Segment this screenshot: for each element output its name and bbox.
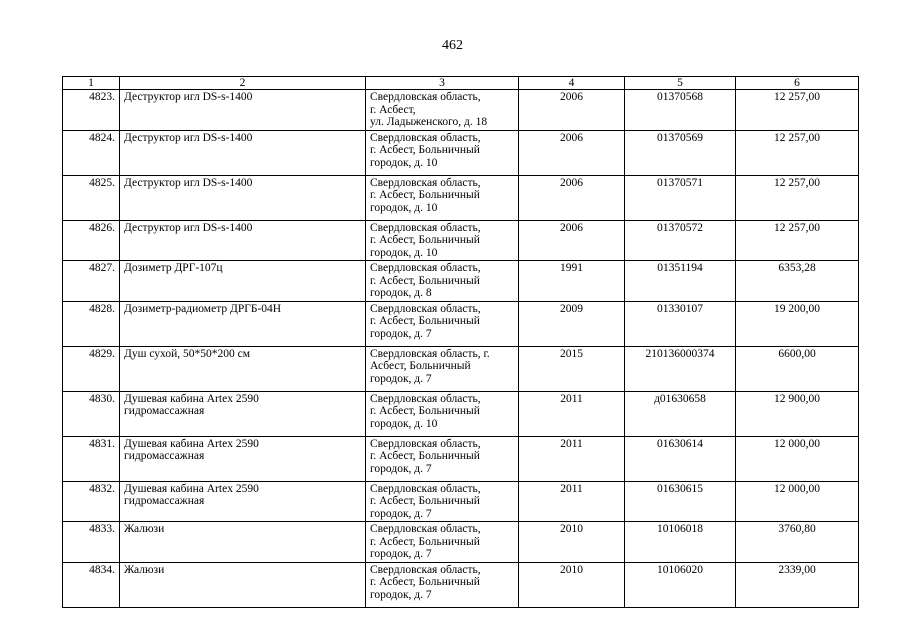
item-name-cell: Деструктор игл DS-s-1400 — [120, 130, 366, 175]
table-row — [63, 261, 859, 302]
year-cell: 2006 — [519, 175, 625, 220]
table-row — [63, 220, 859, 261]
item-name-cell — [120, 436, 366, 481]
inventory-number-cell: 01370568 — [625, 90, 736, 131]
inventory-number-cell: д01630658 — [625, 391, 736, 436]
cost-cell: 3760,80 — [736, 522, 859, 563]
inventory-number-cell: 01330107 — [625, 301, 736, 346]
address-cell-line: г. Асбест, Больничный — [370, 576, 480, 588]
column-header: 6 — [736, 77, 859, 90]
address-cell-line: Свердловская область, — [370, 392, 481, 405]
inventory-number-cell: 01370569 — [625, 130, 736, 175]
table-row — [63, 175, 859, 220]
row-number-cell: 4834. — [63, 562, 120, 607]
address-cell-line: Свердловская область, — [370, 302, 481, 315]
item-name-cell — [120, 391, 366, 436]
row-number-cell: 4830. — [63, 391, 120, 436]
cost-cell: 12 257,00 — [736, 90, 859, 131]
address-cell — [366, 346, 519, 391]
inventory-table — [62, 76, 859, 608]
address-cell-line: Свердловская область, — [370, 221, 481, 234]
table-body — [63, 90, 859, 608]
address-cell-line: городок, д. 7 — [370, 548, 432, 560]
year-cell: 2006 — [519, 90, 625, 131]
address-cell-line: г. Асбест, Больничный — [370, 144, 480, 156]
cost-cell: 12 257,00 — [736, 130, 859, 175]
address-cell-line: городок, д. 10 — [370, 417, 438, 430]
row-number-cell: 4832. — [63, 481, 120, 522]
row-number-cell: 4824. — [63, 130, 120, 175]
inventory-number-cell: 01370571 — [625, 175, 736, 220]
column-header: 4 — [519, 77, 625, 90]
item-name-cell: Деструктор игл DS-s-1400 — [120, 90, 366, 131]
address-cell-line: Свердловская область, — [370, 131, 481, 144]
inventory-number-cell: 01370572 — [625, 220, 736, 261]
year-cell: 2011 — [519, 391, 625, 436]
address-cell — [366, 261, 519, 302]
address-cell — [366, 522, 519, 563]
address-cell-line: городок, д. 7 — [370, 507, 432, 520]
address-cell-line: ул. Ладыженского, д. 18 — [370, 116, 488, 128]
row-number-cell: 4823. — [63, 90, 120, 131]
table-row — [63, 301, 859, 346]
address-cell — [366, 90, 519, 131]
table-row — [63, 391, 859, 436]
inventory-number-cell: 01351194 — [625, 261, 736, 302]
table-row — [63, 522, 859, 563]
item-name-cell: Жалюзи — [120, 562, 366, 607]
year-cell: 2010 — [519, 522, 625, 563]
item-name-cell-line: гидромассажная — [124, 405, 205, 417]
address-cell-line: Свердловская область, — [370, 437, 481, 450]
address-cell-line: г. Асбест, Больничный — [370, 535, 480, 548]
row-number-cell: 4828. — [63, 301, 120, 346]
address-cell-line: Свердловская область, — [370, 563, 481, 576]
address-cell — [366, 301, 519, 346]
item-name-cell-line: Душевая кабина Artex 2590 — [124, 482, 259, 495]
table-row — [63, 436, 859, 481]
column-header: 5 — [625, 77, 736, 90]
address-cell-line: Асбест, Больничный — [370, 360, 471, 372]
address-cell-line: г. Асбест, Больничный — [370, 405, 480, 417]
table-row — [63, 130, 859, 175]
address-cell-line: Свердловская область, — [370, 482, 481, 495]
address-cell-line: Свердловская область, — [370, 91, 481, 103]
address-cell-line: Свердловская область, г. — [370, 347, 490, 360]
address-cell-line: городок, д. 10 — [370, 156, 438, 169]
cost-cell: 12 900,00 — [736, 391, 859, 436]
table-row — [63, 346, 859, 391]
address-cell-line: Свердловская область, — [370, 262, 481, 274]
address-cell-line: г. Асбест, Больничный — [370, 274, 480, 287]
item-name-cell: Жалюзи — [120, 522, 366, 563]
address-cell-line: г. Асбест, Больничный — [370, 450, 480, 462]
row-number-cell: 4825. — [63, 175, 120, 220]
year-cell: 2011 — [519, 436, 625, 481]
address-cell — [366, 130, 519, 175]
address-cell-line: г. Асбест, Больничный — [370, 189, 480, 201]
address-cell-line: г. Асбест, Больничный — [370, 315, 480, 327]
address-cell-line: городок, д. 7 — [370, 327, 432, 340]
address-cell-line: городок, д. 7 — [370, 462, 432, 475]
inventory-number-cell: 10106018 — [625, 522, 736, 563]
item-name-cell: Дозиметр ДРГ-107ц — [120, 261, 366, 302]
address-cell — [366, 481, 519, 522]
address-cell-line: г. Асбест, Больничный — [370, 234, 480, 246]
year-cell: 2006 — [519, 130, 625, 175]
row-number-cell: 4829. — [63, 346, 120, 391]
column-header: 2 — [120, 77, 366, 90]
year-cell: 2006 — [519, 220, 625, 261]
year-cell: 2015 — [519, 346, 625, 391]
address-cell-line: г. Асбест, Больничный — [370, 495, 480, 507]
address-cell-line: Свердловская область, — [370, 176, 481, 189]
cost-cell: 12 257,00 — [736, 220, 859, 261]
column-number-row — [63, 77, 859, 90]
item-name-cell: Дозиметр-радиометр ДРГБ-04Н — [120, 301, 366, 346]
row-number-cell: 4831. — [63, 436, 120, 481]
item-name-cell-line: Душевая кабина Artex 2590 — [124, 392, 259, 405]
cost-cell: 12 000,00 — [736, 481, 859, 522]
address-cell — [366, 175, 519, 220]
inventory-number-cell: 10106020 — [625, 562, 736, 607]
year-cell: 2009 — [519, 301, 625, 346]
item-name-cell-line: гидромассажная — [124, 450, 205, 462]
address-cell — [366, 436, 519, 481]
cost-cell: 12 257,00 — [736, 175, 859, 220]
item-name-cell: Душ сухой, 50*50*200 см — [120, 346, 366, 391]
address-cell-line: г. Асбест, — [370, 103, 416, 116]
address-cell — [366, 220, 519, 261]
item-name-cell — [120, 481, 366, 522]
column-header: 1 — [63, 77, 120, 90]
address-cell-line: городок, д. 10 — [370, 201, 438, 214]
cost-cell: 6353,28 — [736, 261, 859, 302]
address-cell-line: Свердловская область, — [370, 523, 481, 535]
table-row — [63, 90, 859, 131]
row-number-cell: 4826. — [63, 220, 120, 261]
table-row — [63, 481, 859, 522]
table-row — [63, 562, 859, 607]
year-cell: 1991 — [519, 261, 625, 302]
address-cell-line: городок, д. 8 — [370, 287, 432, 299]
address-cell-line: городок, д. 7 — [370, 588, 432, 601]
address-cell — [366, 391, 519, 436]
page-number: 462 — [442, 38, 463, 53]
item-name-cell: Деструктор игл DS-s-1400 — [120, 220, 366, 261]
row-number-cell: 4827. — [63, 261, 120, 302]
address-cell-line: городок, д. 10 — [370, 246, 438, 259]
cost-cell: 2339,00 — [736, 562, 859, 607]
address-cell — [366, 562, 519, 607]
item-name-cell: Деструктор игл DS-s-1400 — [120, 175, 366, 220]
row-number-cell: 4833. — [63, 522, 120, 563]
inventory-number-cell: 210136000374 — [625, 346, 736, 391]
inventory-number-cell: 01630614 — [625, 436, 736, 481]
item-name-cell-line: гидромассажная — [124, 495, 205, 507]
column-header: 3 — [366, 77, 519, 90]
inventory-number-cell: 01630615 — [625, 481, 736, 522]
cost-cell: 6600,00 — [736, 346, 859, 391]
year-cell: 2011 — [519, 481, 625, 522]
address-cell-line: городок, д. 7 — [370, 372, 432, 385]
item-name-cell-line: Душевая кабина Artex 2590 — [124, 437, 259, 450]
year-cell: 2010 — [519, 562, 625, 607]
cost-cell: 19 200,00 — [736, 301, 859, 346]
cost-cell: 12 000,00 — [736, 436, 859, 481]
